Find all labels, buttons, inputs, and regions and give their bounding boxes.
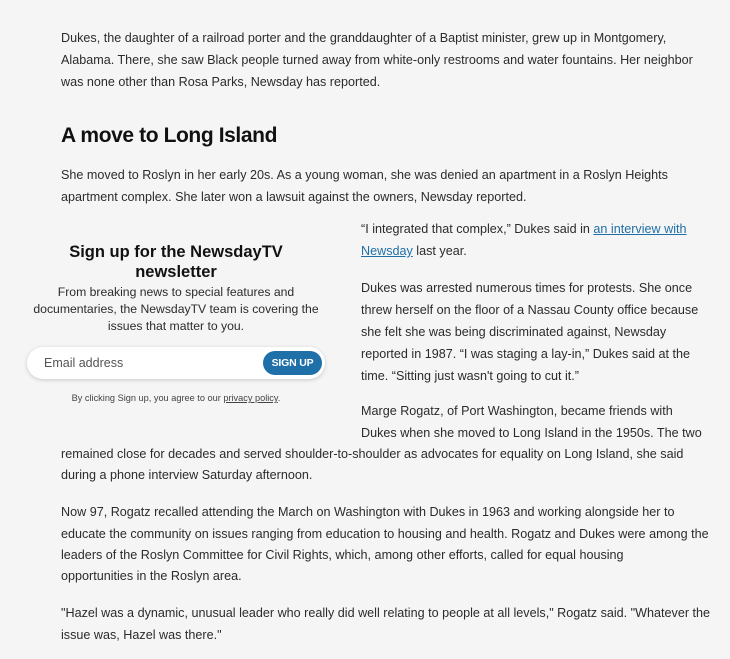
newsletter-form xyxy=(27,347,325,379)
newsletter-description-line: From breaking news to special features and xyxy=(57,285,295,299)
section-heading: A move to Long Island xyxy=(61,124,277,147)
paragraph-line: remained close for decades and served shoulder-to-shoulder as advocates for equality on Long Island, she said xyxy=(61,447,684,461)
privacy-notice-text: By clicking Sign up, you agree to our xyxy=(71,393,224,403)
sign-up-button[interactable]: SIGN UP xyxy=(263,351,322,375)
privacy-policy-link[interactable]: privacy policy xyxy=(223,393,278,403)
paragraph-line: Alabama. There, she saw Black people turned away from white-only restrooms and water fountains. Her neighbor xyxy=(61,53,693,67)
paragraph-line: Dukes when she moved to Long Island in the 1950s. The two xyxy=(361,426,702,440)
paragraph-line: Dukes, the daughter of a railroad porter and the granddaughter of a Baptist minister, grew up in Montgomery, xyxy=(61,31,667,45)
paragraph-line: "Hazel was a dynamic, unusual leader who really did well relating to people at all levels," Rogatz said. "Whatever the xyxy=(61,606,711,620)
quote-text: “I integrated that complex,” Dukes said in xyxy=(361,222,594,236)
newsletter-title-line: newsletter xyxy=(135,263,217,281)
newsletter-description xyxy=(32,284,320,335)
paragraph-line: She moved to Roslyn in her early 20s. As a young woman, she was denied an apartment in a Roslyn Heights xyxy=(61,168,668,182)
newsletter-signup xyxy=(20,235,332,410)
paragraph-line: reported in 1987. “I was staging a lay-in,” Dukes said at the xyxy=(361,347,691,361)
newsletter-description-line: documentaries, the NewsdayTV team is covering the xyxy=(33,302,319,316)
interview-link-continued[interactable]: Newsday xyxy=(361,244,413,258)
privacy-notice xyxy=(20,392,332,404)
interview-link[interactable]: an interview with xyxy=(593,222,687,236)
paragraph-line: during a phone interview Saturday afternoon. xyxy=(61,468,313,482)
paragraph-line: Now 97, Rogatz recalled attending the March on Washington with Dukes in 1963 and working alongside her to xyxy=(61,505,675,519)
paragraph-line: apartment complex. She later won a lawsuit against the owners, Newsday reported. xyxy=(61,190,527,204)
paragraph-line: she felt she was being discriminated against, Newsday xyxy=(361,325,667,339)
newsletter-description-line: issues that matter to you. xyxy=(107,319,245,333)
paragraph-line: time. “Sitting just wasn't going to cut it.” xyxy=(361,369,579,383)
paragraph-line: Marge Rogatz, of Port Washington, became friends with xyxy=(361,404,673,418)
quote-text-end: last year. xyxy=(412,244,467,258)
privacy-notice-period: . xyxy=(277,393,281,403)
paragraph-line xyxy=(361,240,467,262)
newsletter-title xyxy=(20,242,332,282)
paragraph-line: educate the community on issues ranging from education to housing and health. Rogatz and Dukes were among the xyxy=(61,527,709,541)
paragraph-line: opportunities in the Roslyn area. xyxy=(61,569,242,583)
email-input[interactable] xyxy=(27,347,255,379)
paragraph-line: issue was, Hazel was there." xyxy=(61,628,222,642)
paragraph-line: Dukes was arrested numerous times for protests. She once xyxy=(361,281,693,295)
paragraph-line: was none other than Rosa Parks, Newsday has reported. xyxy=(61,75,381,89)
paragraph-line: threw herself on the floor of a Nassau County office because xyxy=(361,303,699,317)
paragraph-line xyxy=(361,218,687,240)
paragraph-line: leaders of the Roslyn Committee for Civil Rights, which, among other efforts, called for equal housing xyxy=(61,548,624,562)
newsletter-title-line: Sign up for the NewsdayTV xyxy=(69,243,283,261)
